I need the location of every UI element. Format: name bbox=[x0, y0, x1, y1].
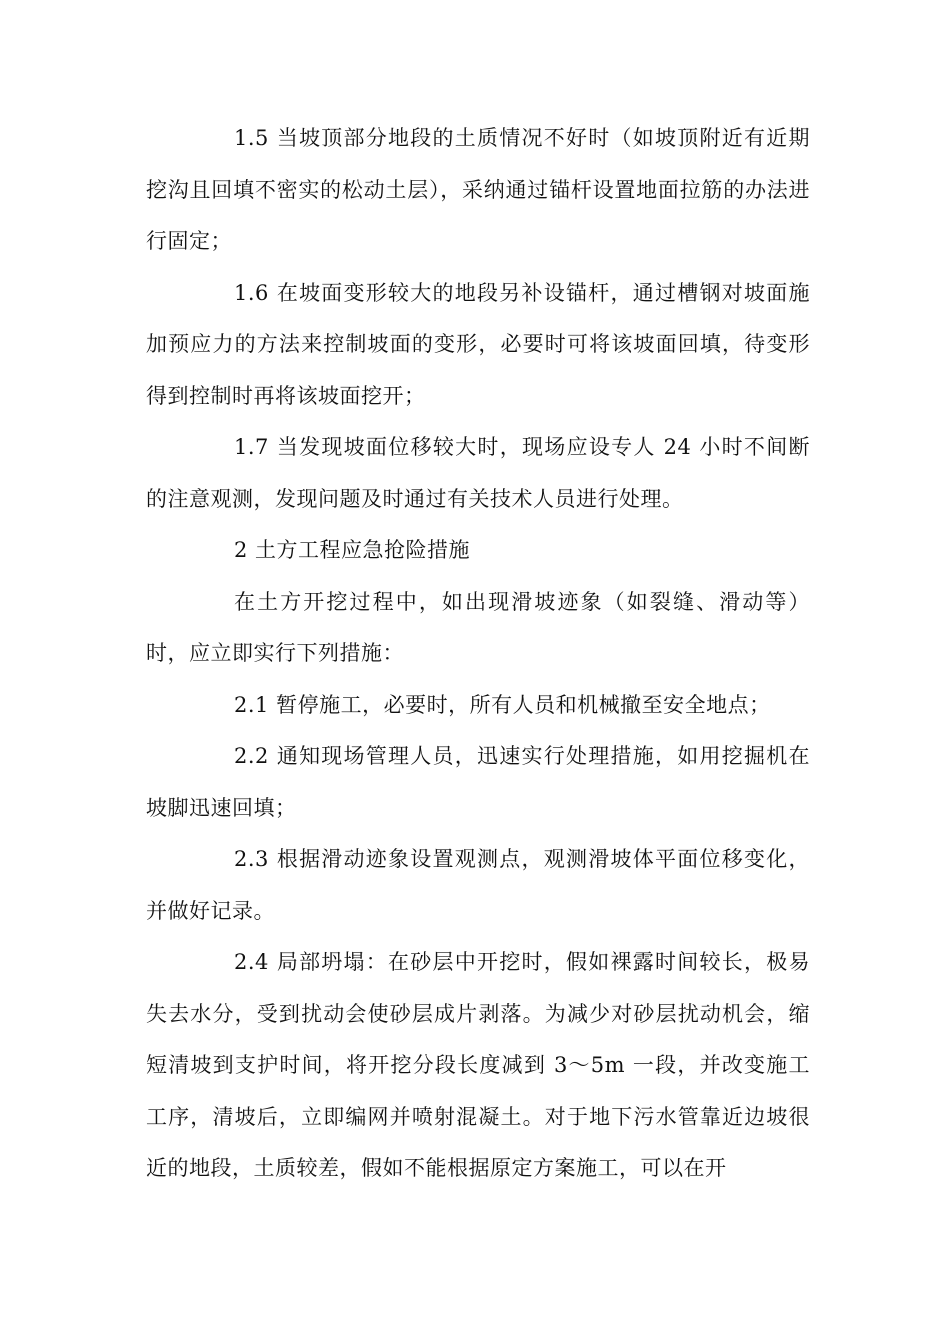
paragraph-intro: 在土方开挖过程中，如出现滑坡迹象（如裂缝、滑动等）时，应立即实行下列措施： bbox=[146, 589, 810, 665]
section-heading-2: 2 土方工程应急抢险措施 bbox=[234, 538, 471, 562]
paragraph-1-7: 1.7 当发现坡面位移较大时，现场应设专人 24 小时不间断的注意观测，发现问题及时通过有关技术人员进行处理。 bbox=[146, 435, 810, 511]
paragraph-1-5: 1.5 当坡顶部分地段的土质情况不好时（如坡顶附近有近期挖沟且回填不密实的松动土层），采纳通过锚杆设置地面拉筋的办法进行固定； bbox=[146, 126, 810, 253]
paragraph-1-6: 1.6 在坡面变形较大的地段另补设锚杆，通过槽钢对坡面施加预应力的方法来控制坡面的变形，必要时可将该坡面回填，待变形得到控制时再将该坡面挖开； bbox=[146, 280, 810, 408]
paragraph-2-2: 2.2 通知现场管理人员，迅速实行处理措施，如用挖掘机在坡脚迅速回填； bbox=[146, 744, 810, 820]
paragraph-2-4: 2.4 局部坍塌：在砂层中开挖时，假如裸露时间较长，极易失去水分，受到扰动会使砂层成片剥落。为减少对砂层扰动机会，缩短清坡到支护时间，将开挖分段长度减到 3～5m 一段，并改变施工工序，清坡后，立即编网并喷射混凝土。对于地下污水管靠近边坡很近的地段，土质较差，假如不能根据原定方案施工，可以在开 bbox=[146, 950, 810, 1180]
document-body bbox=[146, 113, 810, 1195]
paragraph-2-3: 2.3 根据滑动迹象设置观测点，观测滑坡体平面位移变化，并做好记录。 bbox=[146, 847, 810, 923]
paragraph-2-1: 2.1 暂停施工，必要时，所有人员和机械撤至安全地点； bbox=[234, 692, 771, 717]
